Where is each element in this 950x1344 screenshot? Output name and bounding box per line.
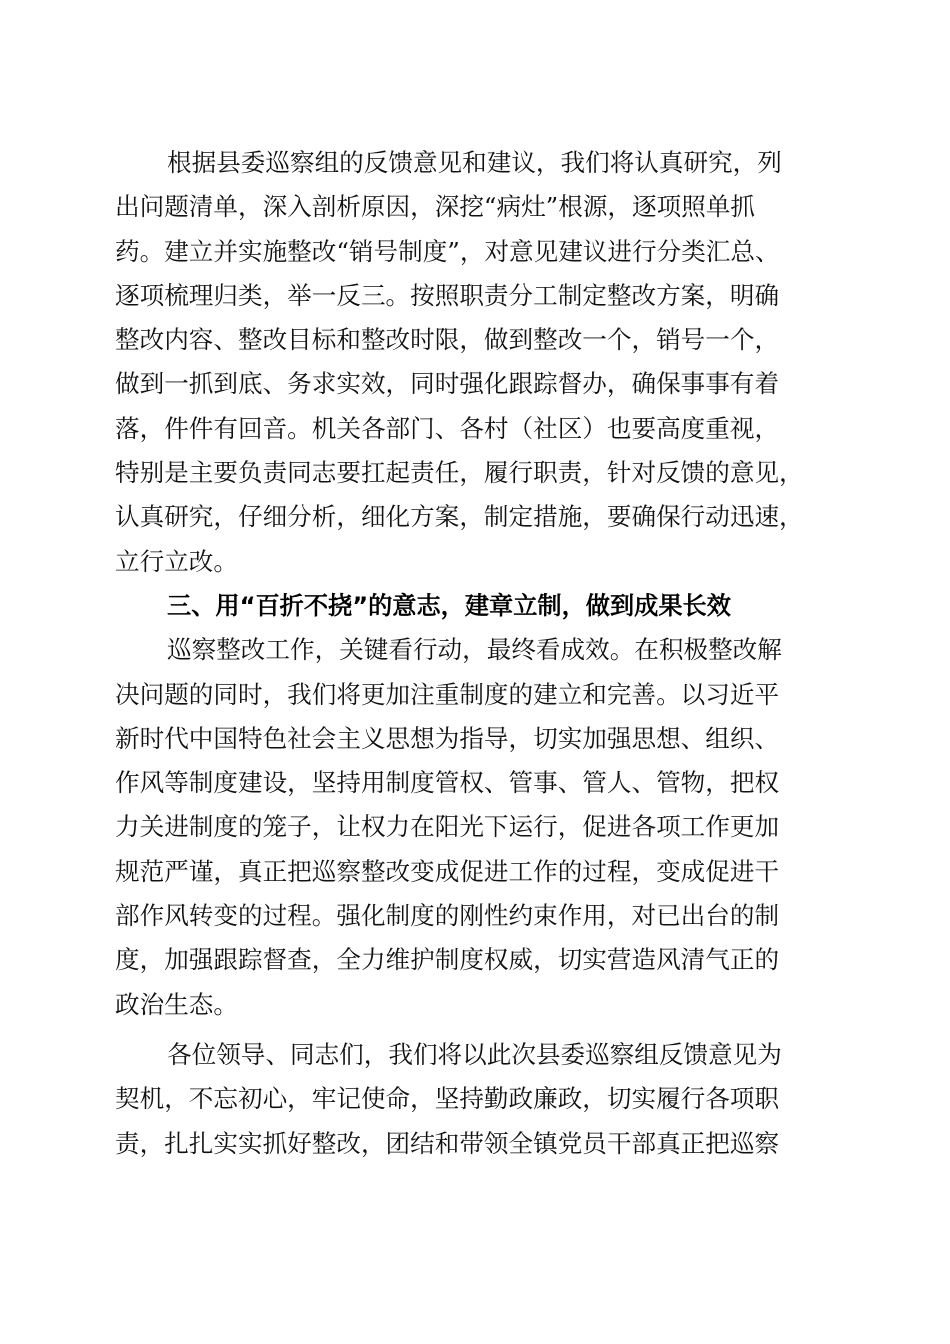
text-line: 立行立改。 [115,546,238,576]
paragraph-institution-building [115,628,835,1027]
text-line: 政治生态。 [115,989,238,1019]
text-line: 特别是主要负责同志要扛起责任，履行职责，针对反馈的意见， [115,458,804,488]
text-line: 逐项梳理归类，举一反三。按照职责分工制定整改方案，明确 [115,280,780,310]
text-line: 各位领导、同志们，我们将以此次县委巡察组反馈意见为 [167,1039,782,1069]
text-line: 契机，不忘初心，牢记使命，坚持勤政廉政，切实履行各项职 [115,1084,780,1114]
paragraph-rectification-measures [115,141,835,584]
text-line: 落，件件有回音。机关各部门、各村（社区）也要高度重视， [115,413,780,443]
text-line: 力关进制度的笼子，让权力在阳光下运行，促进各项工作更加 [115,812,780,842]
text-line: 巡察整改工作，关键看行动，最终看成效。在积极整改解 [167,635,782,665]
text-line: 作风等制度建设，坚持用制度管权、管事、管人、管物，把权 [115,768,780,798]
text-line: 认真研究，仔细分析，细化方案，制定措施，要确保行动迅速， [115,502,804,532]
text-line: 根据县委巡察组的反馈意见和建议，我们将认真研究，列 [167,148,782,177]
text-line: 药。建立并实施整改“销号制度”，对意见建议进行分类汇总、 [115,236,780,266]
text-line: 整改内容、整改目标和整改时限，做到整改一个，销号一个， [115,325,780,355]
text-line: 出问题清单，深入剖析原因，深挖“病灶”根源，逐项照单抓 [115,192,755,222]
text-line: 新时代中国特色社会主义思想为指导，切实加强思想、组织、 [115,723,780,753]
document-body [115,141,835,1166]
text-line: 决问题的同时，我们将更加注重制度的建立和完善。以习近平 [115,679,780,709]
text-line: 部作风转变的过程。强化制度的刚性约束作用，对已出台的制 [115,901,780,931]
text-line: 度，加强跟踪督查，全力维护制度权威，切实营造风清气正的 [115,945,780,975]
text-line: 做到一抓到底、务求实效，同时强化跟踪督办，确保事事有着 [115,369,780,399]
section-heading: 三、用“百折不挠”的意志，建章立制，做到成果长效 [167,591,731,620]
text-line: 规范严谨，真正把巡察整改变成促进工作的过程，变成促进干 [115,856,780,886]
text-line: 责，扎扎实实抓好整改，团结和带领全镇党员干部真正把巡察 [115,1128,780,1158]
paragraph-closing [115,1033,835,1166]
